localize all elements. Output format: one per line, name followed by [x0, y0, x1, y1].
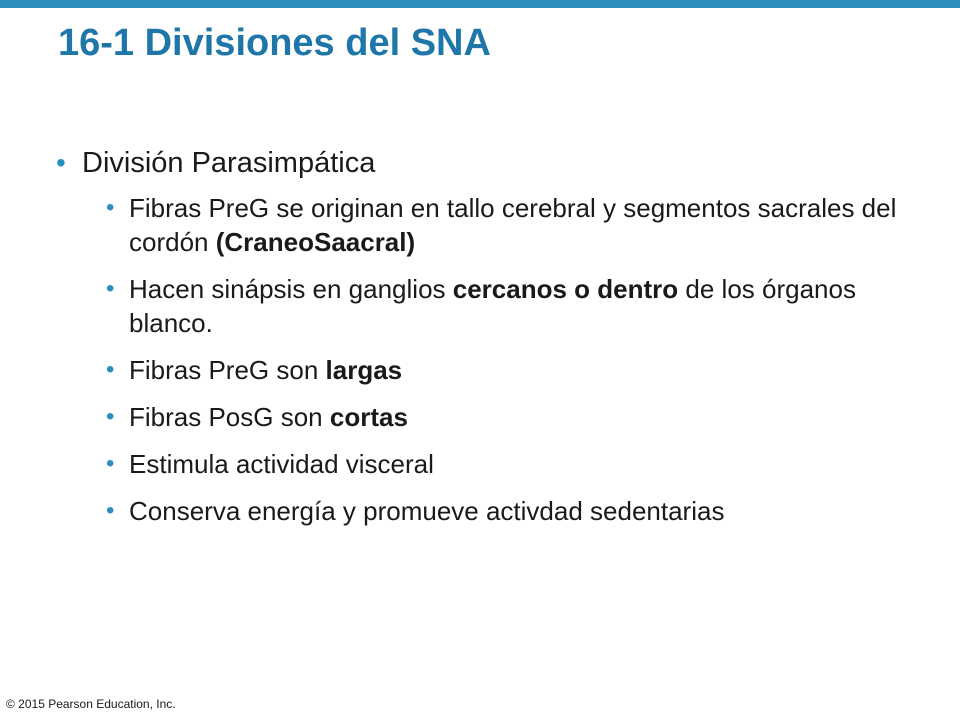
bullet-dot-icon: •: [56, 147, 66, 178]
sub-bullet-item: [106, 494, 936, 528]
bullet-text: Estimula actividad visceral: [129, 449, 434, 479]
bullet-dot-icon: •: [106, 403, 115, 430]
bullet-text: Conserva energía y promueve activdad sedentarias: [129, 496, 725, 526]
main-bullet: [56, 143, 936, 183]
top-accent-bar: [0, 0, 960, 8]
bullet-text: Fibras PosG son: [129, 402, 330, 432]
sub-bullet-list: [56, 191, 936, 528]
bullet-text-bold: cercanos o dentro: [452, 274, 679, 304]
bullet-dot-icon: •: [106, 194, 115, 221]
bullet-text-bold: (CraneoSaacral): [215, 227, 416, 257]
bullet-dot-icon: •: [106, 275, 115, 302]
bullet-dot-icon: •: [106, 450, 115, 477]
bullet-text-bold: cortas: [329, 402, 408, 432]
bullet-text: Hacen sinápsis en ganglios: [129, 274, 453, 304]
sub-bullet-item: [106, 272, 936, 340]
bullet-dot-icon: •: [106, 356, 115, 383]
bullet-text-bold: largas: [325, 355, 403, 385]
sub-bullet-item: [106, 353, 936, 387]
bullet-text: de los órganos blanco.: [129, 274, 856, 338]
copyright-footer: © 2015 Pearson Education, Inc.: [6, 697, 176, 711]
sub-bullet-item: [106, 447, 936, 481]
sub-bullet-item: [106, 191, 936, 259]
bullet-text: Fibras PreG se originan en tallo cerebral y segmentos sacrales del cordón: [129, 193, 897, 257]
bullet-dot-icon: •: [106, 497, 115, 524]
bullet-text: Fibras PreG son: [129, 355, 326, 385]
slide-content: [56, 143, 936, 541]
main-bullet-text: División Parasimpática: [82, 147, 376, 179]
slide-title: 16-1 Divisiones del SNA: [58, 22, 491, 64]
sub-bullet-item: [106, 400, 936, 434]
